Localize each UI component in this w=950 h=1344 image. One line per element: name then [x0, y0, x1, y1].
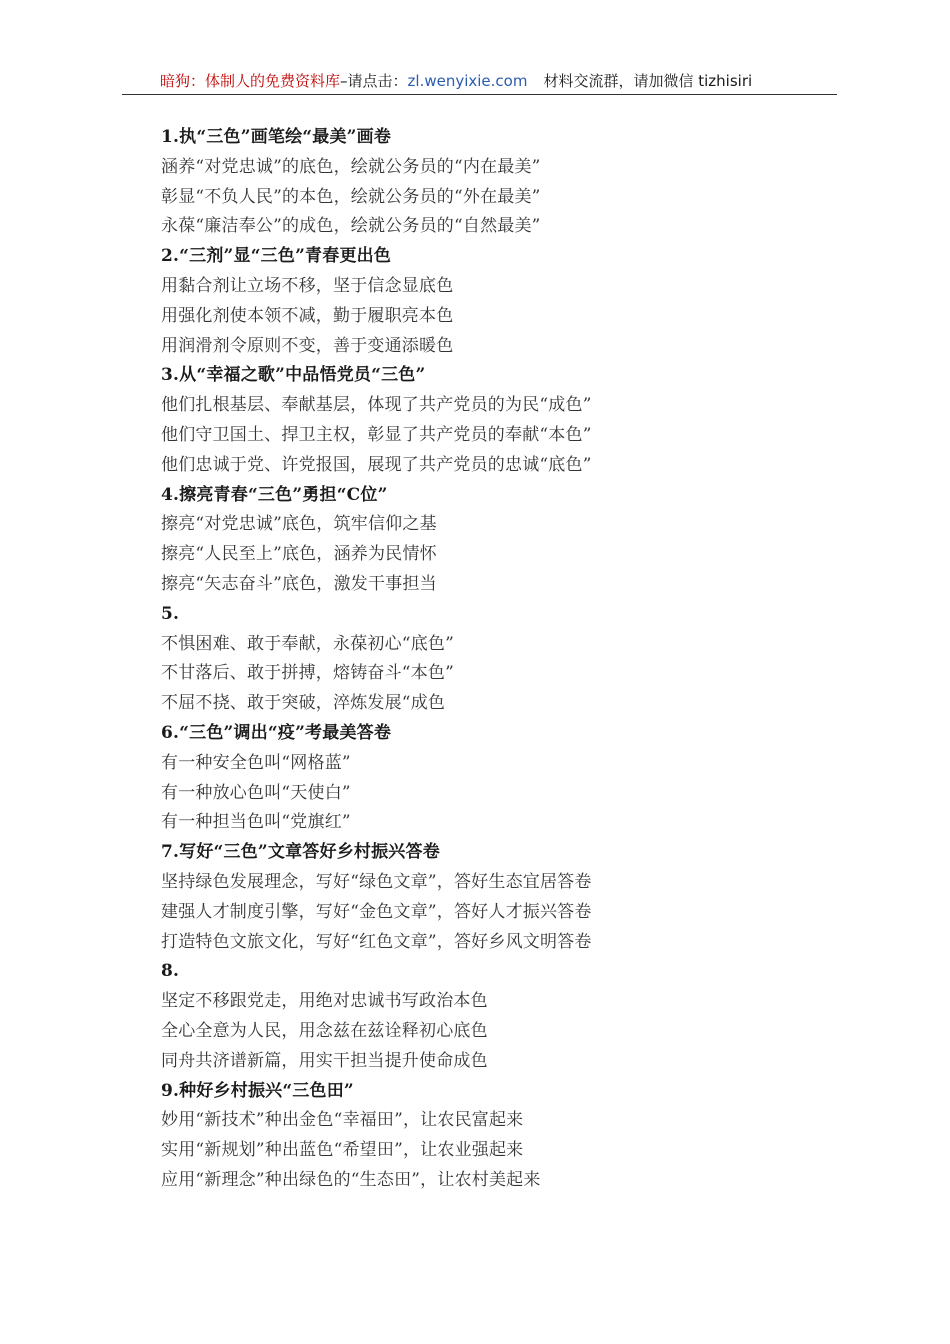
- section-line: 打造特色文旅文化，写好“红色文章”，答好乡风文明答卷: [161, 931, 592, 952]
- header-click-prefix: –请点击：: [340, 72, 408, 90]
- section-6: [161, 719, 721, 838]
- section-heading: 2.“三剂”显“三色”青春更出色: [161, 246, 392, 267]
- section-line: 擦亮“对党忠诚”底色，筑牢信仰之基: [161, 514, 437, 535]
- section-line: 用黏合剂让立场不移，坚于信念显底色: [161, 275, 454, 296]
- section-8: [161, 957, 721, 1076]
- section-line: 不甘落后、敢于拼搏，熔铸奋斗“本色”: [161, 663, 454, 684]
- section-line: 永葆“廉洁奉公”的成色，绘就公务员的“自然最美”: [161, 216, 541, 237]
- section-line: 擦亮“矢志奋斗”底色，激发干事担当: [161, 573, 437, 594]
- section-line: 妙用“新技术”种出金色“幸福田”，让农民富起来: [161, 1110, 524, 1131]
- section-3: [161, 361, 721, 480]
- section-line: 用强化剂使本领不减，勤于履职亮本色: [161, 305, 454, 326]
- section-line: 不惧困难、敢于奉献，永葆初心“底色”: [161, 633, 454, 654]
- section-line: 全心全意为人民，用念兹在兹诠释初心底色: [161, 1020, 488, 1041]
- section-4: [161, 481, 721, 600]
- section-line: 他们扎根基层、奉献基层，体现了共产党员的为民“成色”: [161, 395, 592, 416]
- section-9: [161, 1077, 721, 1196]
- section-heading: 1.执“三色”画笔绘“最美”画卷: [161, 127, 392, 147]
- section-line: 用润滑剂令原则不变，善于变通添暖色: [161, 335, 454, 356]
- header-brand: 暗狗：体制人的免费资料库: [160, 72, 341, 90]
- header-group-note: 材料交流群，请加微信 tizhisiri: [543, 72, 753, 90]
- section-line: 他们守卫国土、捍卫主权，彰显了共产党员的奉献“本色”: [161, 424, 592, 445]
- section-2: [161, 242, 721, 361]
- section-heading: 9.种好乡村振兴“三色田”: [161, 1080, 354, 1101]
- section-heading: 8.: [161, 961, 180, 982]
- section-heading: 4.擦亮青春“三色”勇担“C位”: [161, 484, 388, 505]
- section-heading: 6.“三色”调出“疫”考最美答卷: [161, 722, 392, 743]
- page-header: [122, 68, 837, 95]
- section-line: 实用“新规划”种出蓝色“希望田”，让农业强起来: [161, 1140, 524, 1161]
- section-7: [161, 838, 721, 957]
- section-line: 有一种放心色叫“天使白”: [161, 782, 351, 803]
- header-link[interactable]: zl.wenyixie.com: [407, 72, 528, 90]
- header-line: [160, 70, 752, 91]
- section-line: 同舟共济谱新篇，用实干担当提升使命成色: [161, 1050, 488, 1071]
- section-line: 坚持绿色发展理念，写好“绿色文章”，答好生态宜居答卷: [161, 871, 592, 892]
- section-1: [161, 123, 721, 242]
- section-line: 有一种安全色叫“网格蓝”: [161, 752, 351, 773]
- section-line: 建强人才制度引擎，写好“金色文章”，答好人才振兴答卷: [161, 901, 592, 922]
- section-line: 彰显“不负人民”的本色，绘就公务员的“外在最美”: [161, 186, 541, 207]
- section-line: 坚定不移跟党走，用绝对忠诚书写政治本色: [161, 991, 488, 1012]
- section-line: 擦亮“人民至上”底色，涵养为民情怀: [161, 544, 437, 565]
- section-line: 他们忠诚于党、许党报国，展现了共产党员的忠诚“底色”: [161, 454, 592, 475]
- section-line: 不屈不挠、敢于突破，淬炼发展“成色: [161, 693, 446, 714]
- section-heading: 3.从“幸福之歌”中品悟党员“三色”: [161, 365, 426, 386]
- section-5: [161, 600, 721, 719]
- section-heading: 7.写好“三色”文章答好乡村振兴答卷: [161, 842, 440, 863]
- section-line: 应用“新理念”种出绿色的“生态田”，让农村美起来: [161, 1169, 541, 1190]
- section-line: 涵养“对党忠诚”的底色，绘就公务员的“内在最美”: [161, 156, 541, 177]
- document-body: [161, 123, 721, 1196]
- section-heading: 5.: [161, 603, 180, 624]
- section-line: 有一种担当色叫“党旗红”: [161, 812, 351, 833]
